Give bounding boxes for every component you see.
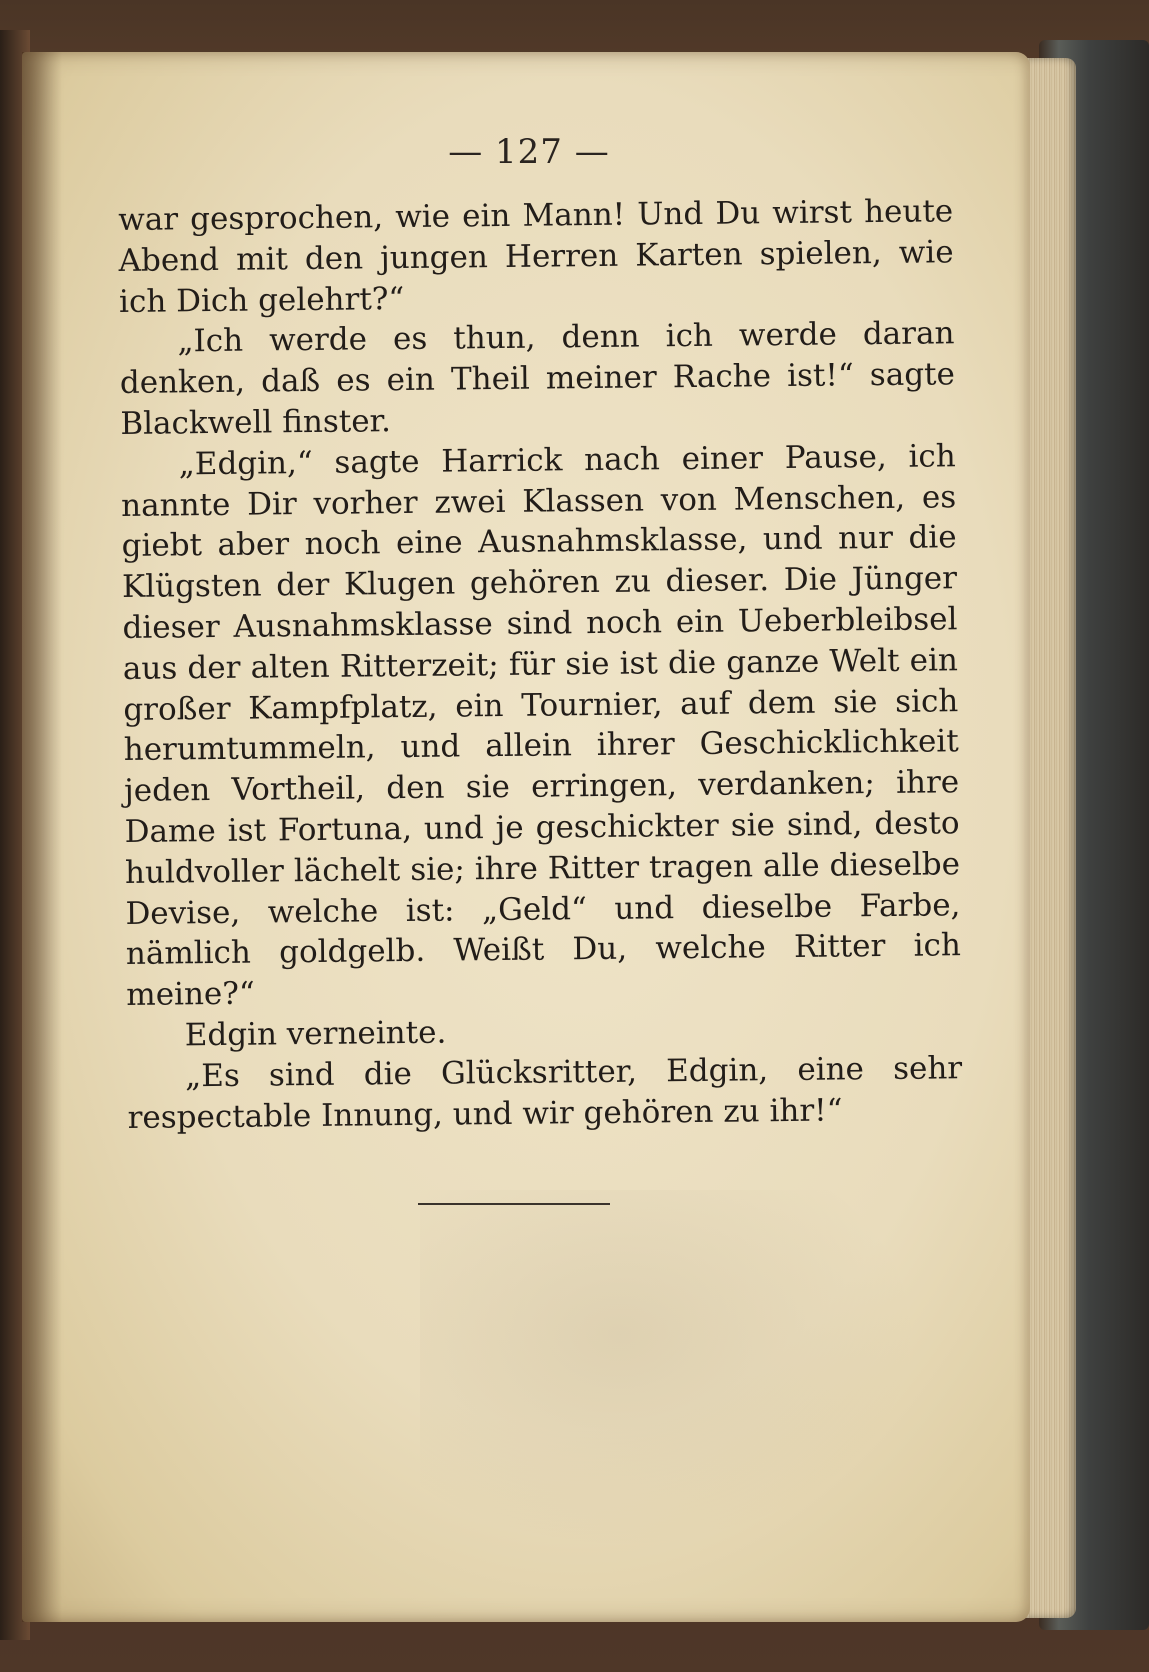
paragraph-5: „Es sind die Glücksritter, Edgin, eine sehr respectable Innung, und wir gehören zu ihr!“	[127, 1049, 963, 1136]
page-gutter-shadow	[22, 52, 62, 1622]
paragraph-4: Edgin verneinte.	[184, 1014, 447, 1054]
page-number: — 127 —	[448, 132, 610, 172]
body-text	[118, 191, 963, 1138]
paragraph-3: „Edgin,“ sagte Harrick nach einer Pause, ich nannte Dir vorher zwei Klassen von Menschen, es giebt aber noch eine Ausnahmsklasse, und nur die Klügsten der Klugen gehören zu dieser. Die Jünger dieser Ausnahmsklasse sind noch ein Ueberbleibsel aus der alten Ritterzeit; für sie ist die ganze Welt ein großer Kampfplatz, ein Tournier, auf dem sie sich herumtummeln, und allein ihrer Geschicklichkeit jeden Vortheil, den sie erringen, verdanken; ihre Dame ist Fortuna, und je geschickter sie sind, desto huldvoller lächelt sie; ihre Ritter tragen alle dieselbe Devise, welche ist: „Geld“ und dieselbe Farbe, nämlich goldgelb. Weißt Du, welche Ritter ich meine?“	[121, 438, 962, 1014]
ink-bleed-through	[420, 1190, 920, 1550]
end-rule	[418, 1203, 610, 1205]
paragraph-1: war gesprochen, wie ein Mann! Und Du wirst heute Abend mit den jungen Herren Karten spielen, wie ich Dich gelehrt?“	[118, 193, 954, 320]
paragraph-2: „Ich werde es thun, denn ich werde daran denken, daß es ein Theil meiner Rache ist!“ sagte Blackwell finster.	[119, 315, 956, 442]
